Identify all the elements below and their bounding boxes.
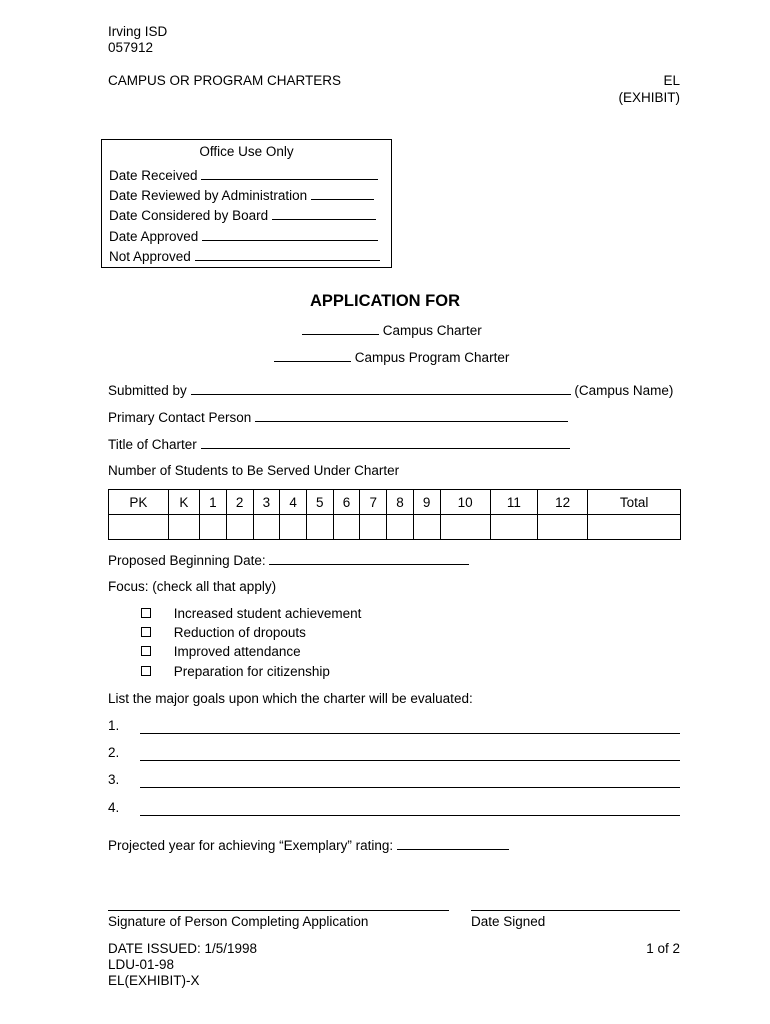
- date-considered-line[interactable]: [272, 207, 376, 220]
- grade-header-cell: 12: [537, 490, 587, 515]
- ldu-code: LDU-01-98: [108, 957, 175, 972]
- office-row-label: Date Received: [109, 168, 198, 183]
- focus-option: [141, 625, 306, 641]
- office-use-box: [101, 139, 392, 268]
- title-of-charter-line[interactable]: [201, 436, 570, 449]
- goal-line[interactable]: [140, 815, 680, 816]
- primary-contact-field: [108, 409, 568, 426]
- grades-input-row: [109, 515, 681, 540]
- checkbox[interactable]: [141, 608, 151, 618]
- date-reviewed-line[interactable]: [311, 187, 374, 200]
- campus-name-label: (Campus Name): [574, 383, 674, 398]
- grade-input-cell[interactable]: [490, 515, 537, 540]
- grade-header-cell: 2: [226, 490, 253, 515]
- students-served-label: Number of Students to Be Served Under Charter: [108, 463, 400, 478]
- checkbox[interactable]: [141, 666, 151, 676]
- district-code: 057912: [108, 40, 154, 55]
- office-row-date-reviewed: [109, 187, 374, 204]
- grade-header-cell: 5: [306, 490, 333, 515]
- district-name: Irving ISD: [108, 24, 168, 39]
- campus-charter-label: Campus Charter: [382, 323, 482, 338]
- proposed-date-line[interactable]: [269, 552, 469, 565]
- grade-header-cell: 7: [360, 490, 387, 515]
- focus-option-label: Increased student achievement: [173, 606, 362, 621]
- page-number: 1 of 2: [646, 941, 680, 956]
- focus-option: [141, 664, 330, 680]
- grade-input-cell[interactable]: [253, 515, 280, 540]
- campus-program-charter-label: Campus Program Charter: [354, 350, 510, 365]
- date-approved-line[interactable]: [202, 228, 378, 241]
- grades-header-row: [109, 490, 681, 515]
- signature-line[interactable]: [108, 910, 449, 911]
- submitted-by-label: Submitted by: [108, 383, 187, 398]
- focus-option: [141, 606, 361, 622]
- primary-contact-label: Primary Contact Person: [108, 410, 252, 425]
- focus-option: [141, 644, 301, 660]
- grade-header-cell: PK: [109, 490, 169, 515]
- office-row-date-approved: [109, 228, 378, 245]
- goal-number: 3.: [108, 772, 120, 787]
- date-signed-line[interactable]: [471, 910, 680, 911]
- campus-program-charter-line[interactable]: [274, 349, 351, 362]
- date-received-line[interactable]: [201, 167, 378, 180]
- office-row-not-approved: [109, 248, 380, 265]
- policy-type: (EXHIBIT): [618, 90, 680, 105]
- grade-input-cell[interactable]: [413, 515, 440, 540]
- grade-header-cell: K: [168, 490, 199, 515]
- grade-input-cell[interactable]: [360, 515, 387, 540]
- grade-input-cell[interactable]: [333, 515, 360, 540]
- goal-number: 2.: [108, 745, 120, 760]
- submitted-by-field: [108, 382, 673, 399]
- checkbox[interactable]: [141, 627, 151, 637]
- campus-charter-option: [302, 322, 482, 339]
- focus-option-label: Improved attendance: [173, 644, 301, 659]
- focus-option-label: Preparation for citizenship: [173, 664, 330, 679]
- grade-input-cell[interactable]: [537, 515, 587, 540]
- not-approved-line[interactable]: [195, 248, 380, 261]
- primary-contact-line[interactable]: [255, 409, 568, 422]
- focus-option-label: Reduction of dropouts: [173, 625, 306, 640]
- policy-code: EL: [663, 73, 680, 88]
- grade-header-cell: 9: [413, 490, 440, 515]
- title-of-charter-label: Title of Charter: [108, 437, 197, 452]
- goal-number: 4.: [108, 800, 120, 815]
- signature-label: Signature of Person Completing Application: [108, 914, 369, 929]
- grade-input-cell[interactable]: [387, 515, 414, 540]
- focus-label: Focus: (check all that apply): [108, 579, 277, 594]
- grade-header-cell: 6: [333, 490, 360, 515]
- goals-label: List the major goals upon which the charter will be evaluated:: [108, 691, 473, 706]
- grade-input-cell[interactable]: [200, 515, 227, 540]
- office-row-label: Date Reviewed by Administration: [109, 188, 308, 203]
- office-row-label: Not Approved: [109, 249, 191, 264]
- proposed-date-field: [108, 552, 469, 569]
- grade-header-cell: 8: [387, 490, 414, 515]
- grade-header-cell: 1: [200, 490, 227, 515]
- application-title: APPLICATION FOR: [309, 292, 461, 310]
- grade-header-cell: 4: [280, 490, 307, 515]
- grade-input-cell[interactable]: [226, 515, 253, 540]
- grade-header-cell: 11: [490, 490, 537, 515]
- goal-number: 1.: [108, 718, 120, 733]
- checkbox[interactable]: [141, 646, 151, 656]
- date-signed-label: Date Signed: [471, 914, 546, 929]
- office-use-title: Office Use Only: [199, 144, 294, 159]
- grade-input-cell[interactable]: [440, 515, 490, 540]
- campus-program-charter-option: [274, 349, 509, 366]
- section-title: CAMPUS OR PROGRAM CHARTERS: [108, 73, 342, 88]
- goal-line[interactable]: [140, 733, 680, 734]
- goal-line[interactable]: [140, 760, 680, 761]
- grades-table: [108, 489, 681, 540]
- submitted-by-line[interactable]: [191, 382, 571, 395]
- office-row-label: Date Considered by Board: [109, 208, 269, 223]
- office-row-label: Date Approved: [109, 229, 199, 244]
- projected-year-line[interactable]: [397, 837, 509, 850]
- exhibit-code: EL(EXHIBIT)-X: [108, 973, 200, 988]
- goal-line[interactable]: [140, 787, 680, 788]
- grade-header-cell: Total: [588, 490, 681, 515]
- grade-header-cell: 3: [253, 490, 280, 515]
- projected-year-field: [108, 837, 509, 854]
- grade-input-cell[interactable]: [109, 515, 169, 540]
- proposed-date-label: Proposed Beginning Date:: [108, 553, 266, 568]
- title-of-charter-field: [108, 436, 570, 453]
- grade-input-cell[interactable]: [588, 515, 681, 540]
- grade-input-cell[interactable]: [168, 515, 199, 540]
- grade-header-cell: 10: [440, 490, 490, 515]
- projected-year-label: Projected year for achieving “Exemplary” rating:: [108, 838, 394, 853]
- office-row-date-considered: [109, 207, 376, 224]
- grade-input-cell[interactable]: [280, 515, 307, 540]
- grade-input-cell[interactable]: [306, 515, 333, 540]
- date-issued: DATE ISSUED: 1/5/1998: [108, 941, 258, 956]
- campus-charter-line[interactable]: [302, 322, 379, 335]
- office-row-date-received: [109, 167, 378, 184]
